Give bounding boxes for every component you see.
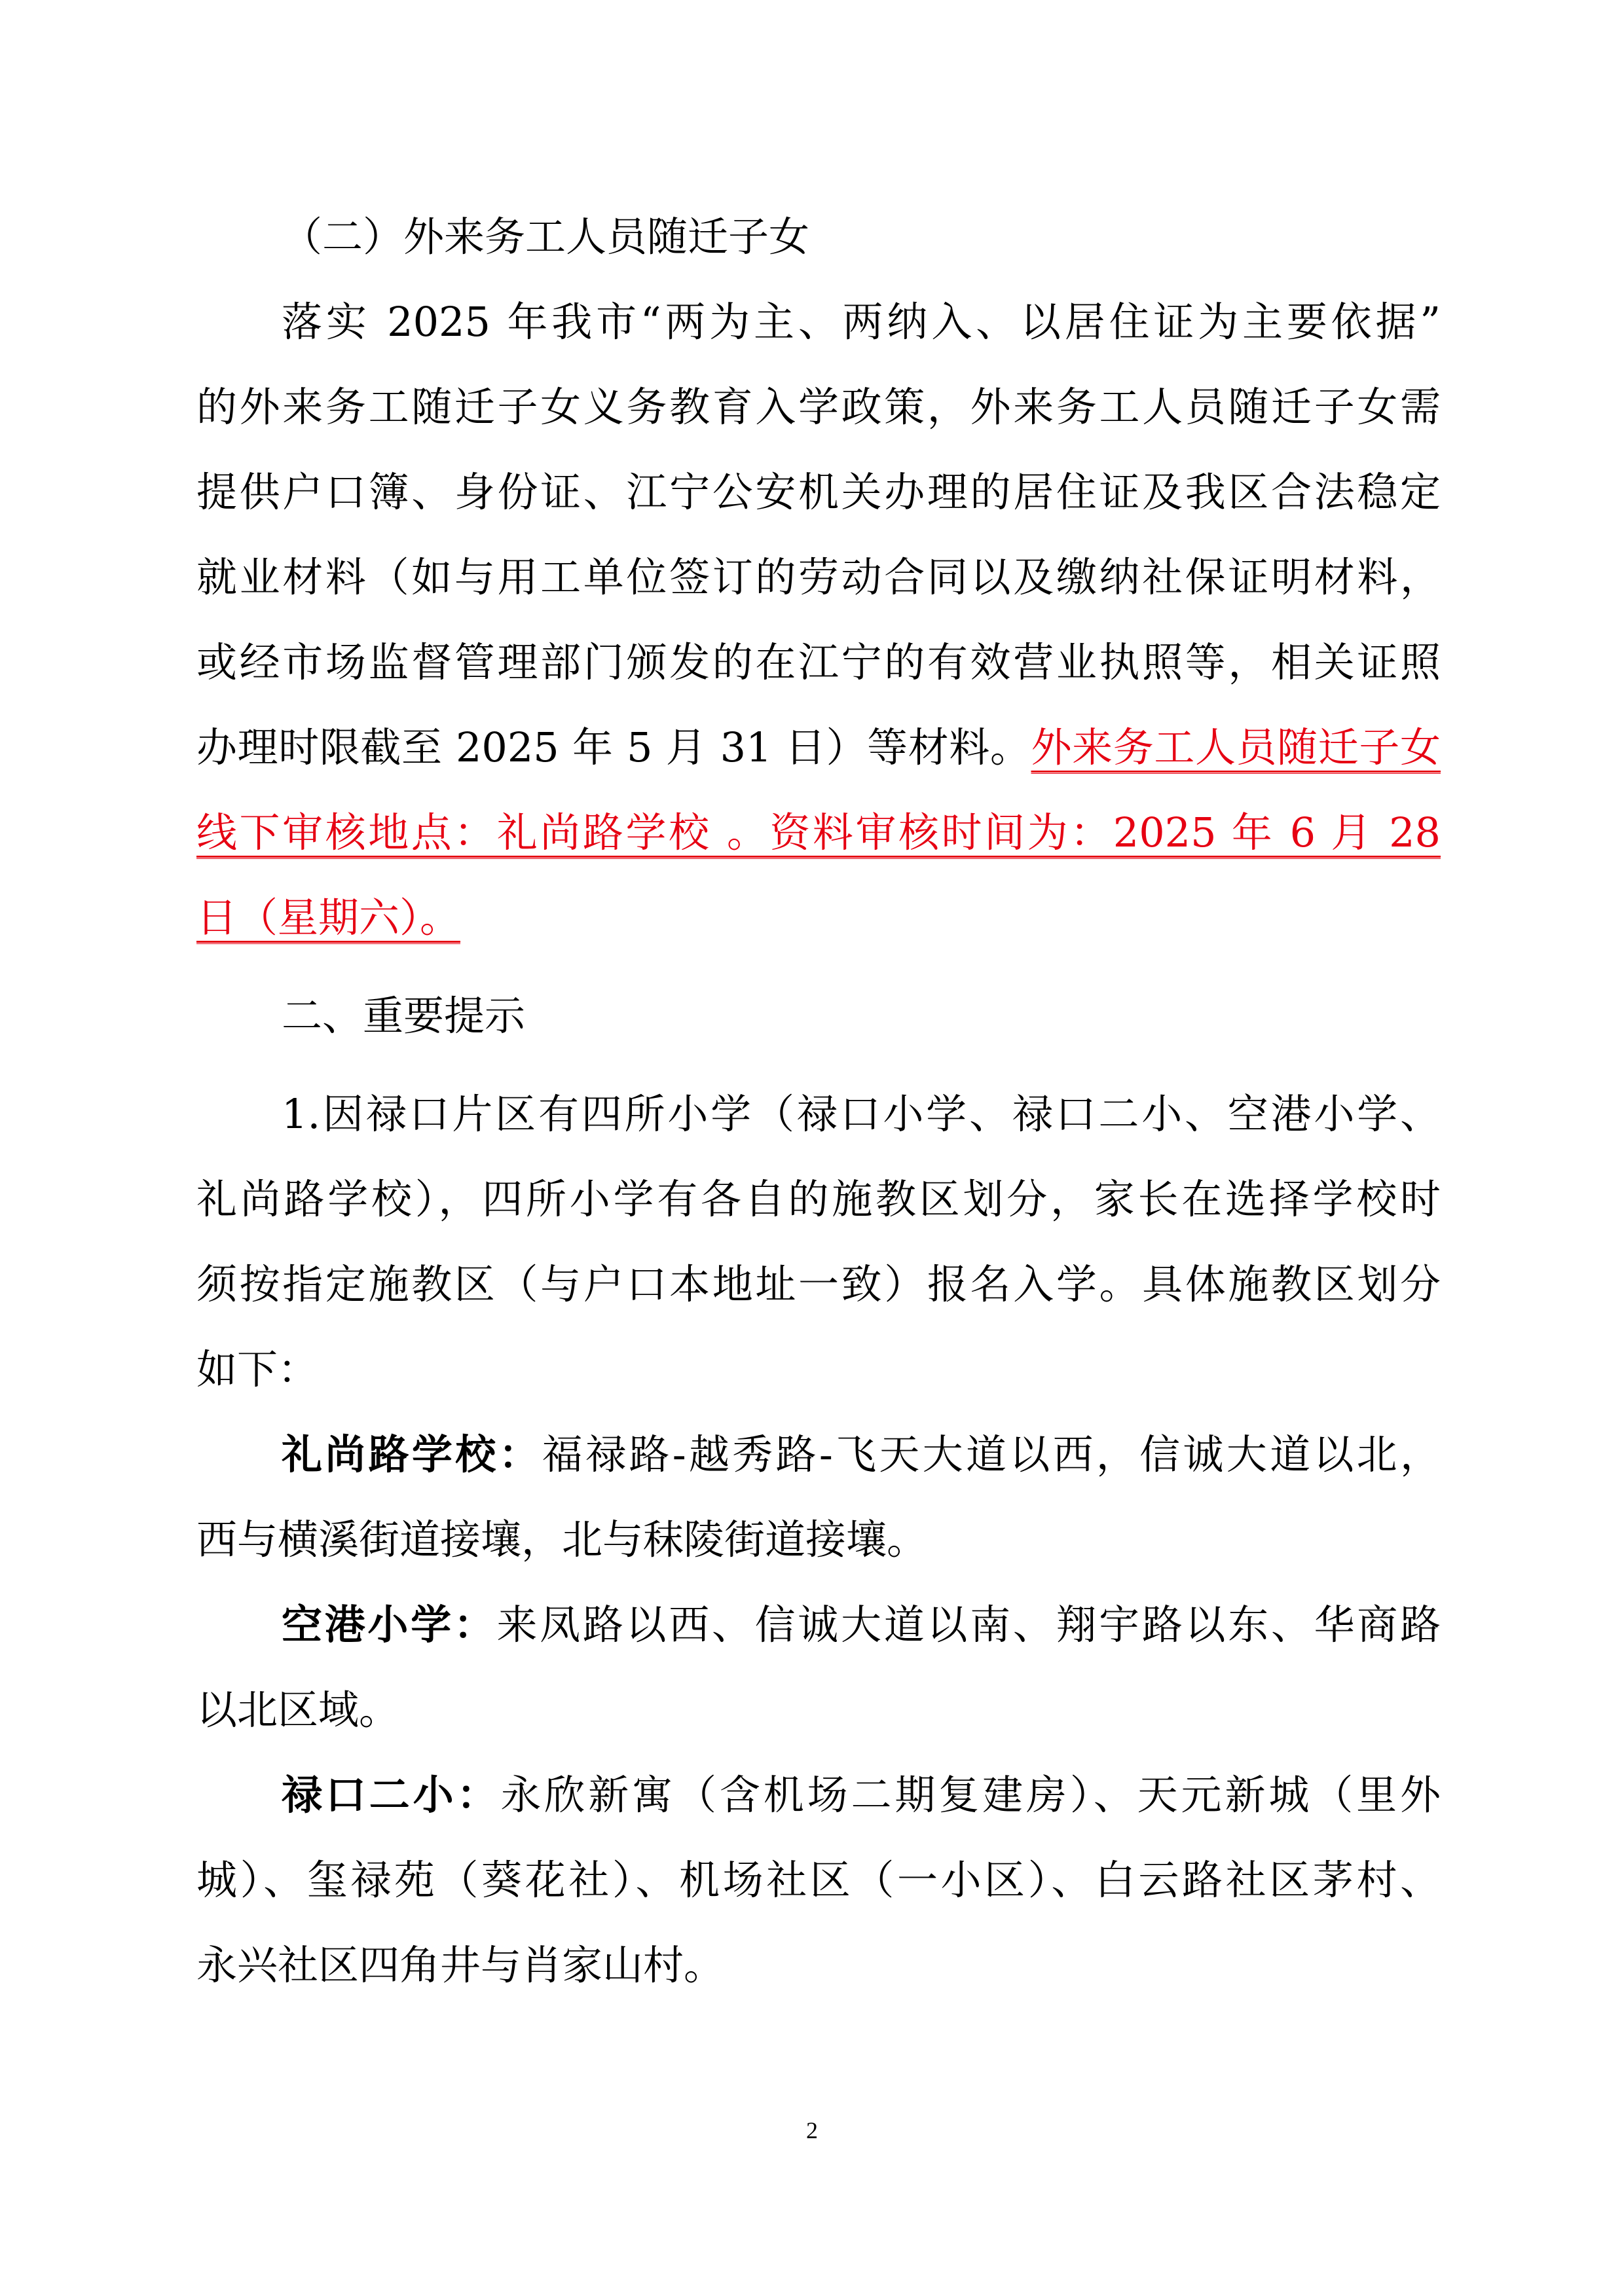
- highlighted-notice-line: [196, 807, 1441, 859]
- school-name-lukou2: 禄口二小：: [282, 1771, 501, 1819]
- tip-line: 须按指定施教区（与户口本地址一致）报名入学。具体施教区划分: [196, 1260, 1441, 1308]
- paragraph-line: 或经市场监督管理部门颁发的在江宁的有效营业执照等，相关证照: [196, 638, 1441, 686]
- section-heading-text: （二）外来务工人员随迁子女: [282, 213, 810, 261]
- highlighted-notice-text: 线下审核地点：礼尚路学校 。资料审核时间为：2025 年 6 月 28: [196, 809, 1441, 856]
- school-area-line: 以北区域。: [196, 1686, 400, 1734]
- tip-line: 1.因禄口片区有四所小学（禄口小学、禄口二小、空港小学、: [282, 1090, 1441, 1138]
- paragraph-line: 落实 2025 年我市“两为主、两纳入、以居住证为主要依据”: [282, 298, 1441, 346]
- paragraph-text: 办理时限截至 2025 年 5 月 31 日）等材料。: [196, 723, 1031, 771]
- section-heading: [282, 211, 1441, 263]
- highlighted-notice-text: 日（星期六）。: [196, 894, 461, 941]
- page-number: 2: [806, 2117, 818, 2143]
- important-heading: 二、重要提示: [282, 992, 526, 1040]
- paragraph-line: 的外来务工随迁子女义务教育入学政策，外来务工人员随迁子女需: [196, 383, 1441, 431]
- school-lukou2-line: [282, 1769, 1441, 1821]
- paragraph-line: 就业材料（如与用工单位签订的劳动合同以及缴纳社保证明材料，: [196, 553, 1441, 601]
- school-name-konggang: 空港小学：: [282, 1601, 497, 1649]
- school-area-text: 永欣新寓（含机场二期复建房）、天元新城（里外: [500, 1771, 1441, 1819]
- paragraph-line: 提供户口簿、身份证、江宁公安机关办理的居住证及我区合法稳定: [196, 468, 1441, 516]
- paragraph-line: [196, 721, 1441, 774]
- school-area-line: 永兴社区四角井与肖家山村。: [196, 1941, 725, 1989]
- school-area-text: 福禄路-越秀路-飞天大道以西，信诚大道以北，: [542, 1430, 1441, 1478]
- highlighted-notice-line: [196, 892, 1441, 944]
- school-area-line: 城）、玺禄苑（葵花社）、机场社区（一小区）、白云路社区茅村、: [196, 1856, 1441, 1904]
- school-konggang-line: [282, 1599, 1441, 1651]
- school-lishang-line: [282, 1429, 1441, 1481]
- tip-line: 礼尚路学校），四所小学有各自的施教区划分，家长在选择学校时: [196, 1175, 1441, 1223]
- highlighted-notice-text: 外来务工人员随迁子女: [1031, 723, 1441, 771]
- school-area-text: 来凤路以西、信诚大道以南、翔宇路以东、华商路: [496, 1601, 1441, 1649]
- tip-line: 如下：: [196, 1345, 319, 1393]
- school-area-line: 西与横溪街道接壤，北与秣陵街道接壤。: [196, 1516, 928, 1563]
- school-name-lishang: 礼尚路学校：: [282, 1430, 542, 1478]
